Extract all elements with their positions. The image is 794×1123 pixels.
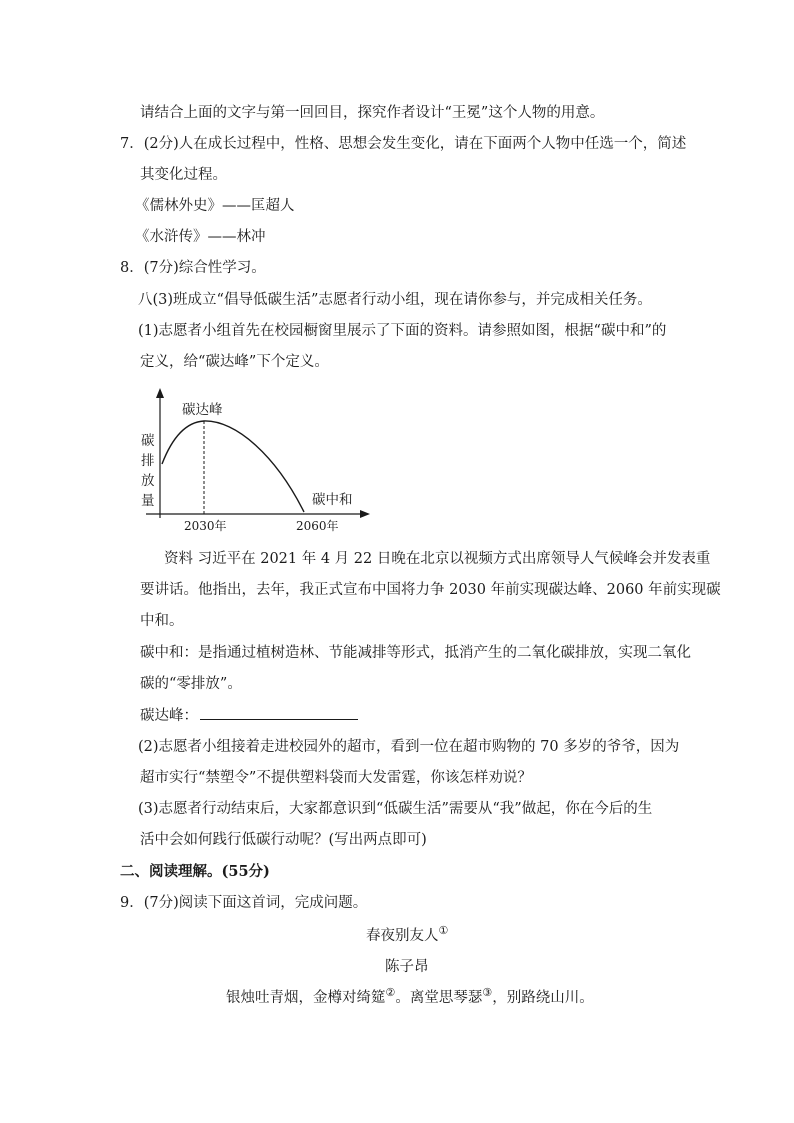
poem-verse [226, 988, 594, 1009]
q8-header: 8．(7分)综合性学习。 [120, 260, 266, 276]
q9-header: 9．(7分)阅读下面这首词，完成问题。 [120, 895, 368, 911]
verse-part-a: 银烛吐青烟，金樽对绮筵 [226, 990, 386, 1006]
y-label-char: 量 [141, 493, 155, 509]
answer-blank-row [140, 705, 358, 726]
q7-line2: 其变化过程。 [140, 167, 227, 183]
q8-sub1-line1: (1)志愿者小组首先在校园橱窗里展示了下面的资料。请参照如图，根据“碳中和”的 [138, 323, 667, 339]
x-tick-2060: 2060年 [296, 519, 339, 533]
material-line1: 资料 习近平在 2021 年 4 月 22 日晚在北京以视频方式出席领导人气候峰会并发表重 [164, 551, 711, 567]
carbon-emission-chart [136, 386, 381, 536]
annotation-peak: 碳达峰 [182, 402, 223, 418]
x-tick-2030: 2030年 [184, 519, 227, 533]
blank-label: 碳达峰： [140, 708, 198, 724]
definition-line1: 碳中和：是指通过植树造林、节能减排等形式，抵消产生的二氧化碳排放，实现二氧化 [140, 645, 691, 661]
q8-sub2-line1: (2)志愿者小组接着走进校园外的超市，看到一位在超市购物的 70 多岁的爷爷，因为 [138, 739, 680, 755]
q8-sub2-line2: 超市实行“禁塑令”不提供塑料袋而大发雷霆，你该怎样劝说？ [140, 770, 532, 786]
y-label-char: 放 [141, 473, 155, 489]
material-line2: 要讲话。他指出，去年，我正式宣布中国将力争 2030 年前实现碳达峰、2060 年前实现碳 [140, 582, 721, 598]
q7-option1: 《儒林外史》——匡超人 [135, 198, 295, 214]
y-label-char: 排 [141, 453, 155, 469]
footnote-mark-2: ② [385, 986, 396, 999]
definition-line2: 碳的“零排放”。 [140, 676, 242, 692]
answer-blank[interactable] [200, 705, 358, 720]
y-axis-label [141, 433, 155, 509]
verse-part-b: 。离堂思琴瑟 [395, 990, 483, 1006]
x-axis-arrow [360, 510, 370, 518]
q8-intro: 八(3)班成立“倡导低碳生活”志愿者行动小组，现在请你参与，并完成相关任务。 [138, 292, 652, 308]
footnote-mark-1: ① [438, 924, 449, 937]
y-label-char: 碳 [141, 433, 155, 449]
q7-option2: 《水浒传》——林冲 [135, 229, 266, 245]
poem-author: 陈子昂 [385, 959, 429, 975]
emission-curve [162, 421, 304, 512]
section2-heading: 二、阅读理解。(55分) [120, 863, 270, 880]
annotation-neutral: 碳中和 [312, 492, 353, 508]
verse-part-c: ，别路绕山川。 [492, 990, 594, 1006]
q8-sub3-line1: (3)志愿者行动结束后，大家都意识到“低碳生活”需要从“我”做起，你在今后的生 [138, 801, 653, 817]
q7-line1: 7．(2分)人在成长过程中，性格、思想会发生变化，请在下面两个人物中任选一个，简述 [120, 136, 687, 152]
q8-sub3-line2: 活中会如何践行低碳行动呢？(写出两点即可) [140, 832, 427, 848]
q6-tail: 请结合上面的文字与第一回回目，探究作者设计“王冕”这个人物的用意。 [140, 105, 605, 121]
footnote-mark-3: ③ [482, 986, 493, 999]
material-line3: 中和。 [140, 613, 184, 629]
poem-title-row [366, 926, 448, 947]
y-axis-arrow [156, 388, 164, 398]
poem-title: 春夜别友人 [366, 928, 439, 944]
q8-sub1-line2: 定义，给“碳达峰”下个定义。 [140, 354, 329, 370]
